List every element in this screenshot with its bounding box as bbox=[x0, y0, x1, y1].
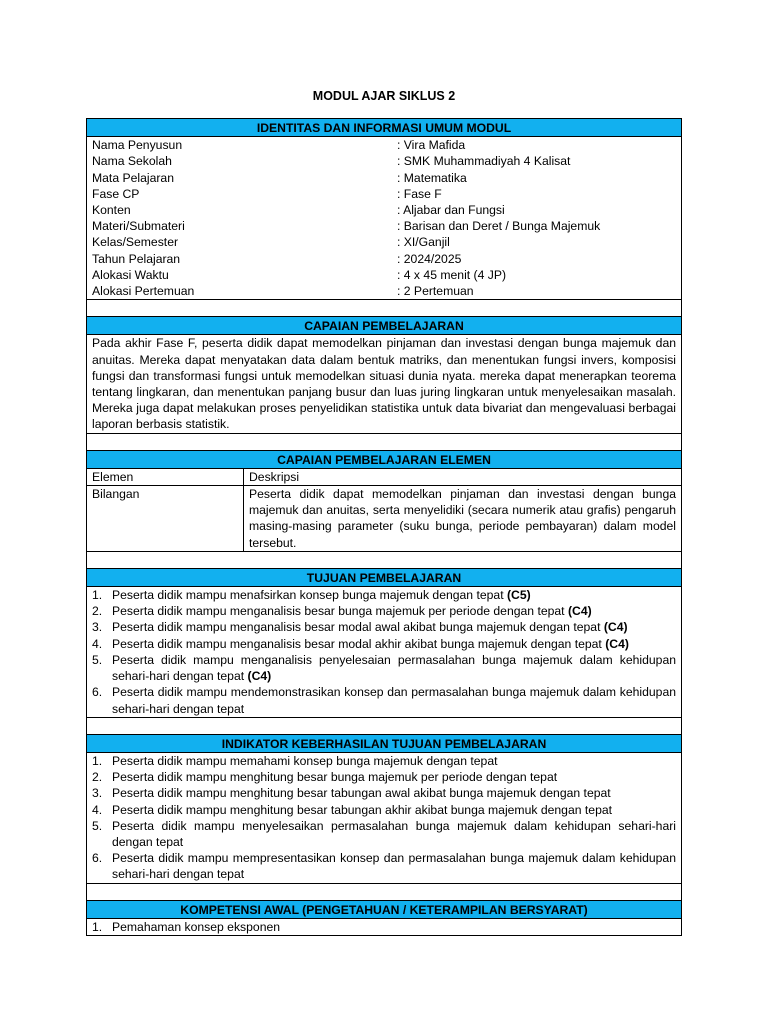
identitas-value: : Fase F bbox=[397, 186, 442, 201]
elemen-data-row bbox=[87, 486, 682, 552]
indikator-body-row bbox=[87, 752, 682, 883]
list-text: Peserta didik mampu menganalisis penyelesaian permasalahan bunga majemuk dalam kehidupan sehari-hari dengan tepat bbox=[112, 652, 676, 684]
identitas-value: : SMK Muhammadiyah 4 Kalisat bbox=[397, 154, 571, 169]
elemen-cell: Bilangan bbox=[87, 486, 244, 552]
list-text: Peserta didik mampu menganalisis besar bunga majemuk per periode dengan tepat bbox=[112, 604, 568, 619]
list-number: 5. bbox=[92, 818, 103, 833]
list-number: 6. bbox=[92, 685, 103, 700]
identitas-value: : Matematika bbox=[397, 170, 467, 185]
identitas-row bbox=[92, 267, 676, 283]
elemen-column-header-row bbox=[87, 468, 682, 485]
list-number: 3. bbox=[92, 786, 103, 801]
document-title: MODUL AJAR SIKLUS 2 bbox=[312, 89, 456, 103]
indikator-item bbox=[92, 802, 676, 818]
list-number: 5. bbox=[92, 652, 103, 667]
list-text-wrap bbox=[112, 919, 676, 935]
tujuan-item bbox=[92, 603, 676, 619]
capaian-text: Pada akhir Fase F, peserta didik dapat memodelkan pinjaman dan investasi dengan bunga majemuk dan anuitas. Mereka dapat menyatakan data dalam bentuk matriks, dan menentukan fungsi invers, komposisi fungsi dan transformasi fungsi untuk memodelkan situasi dunia nyata. mereka dapat menerapkan teorema tentang lingkaran, dan menentukan panjang busur dan luas juring lingkaran untuk menyelesaikan masalah. Mereka juga dapat melakukan proses penyelidikan statistika untuk data bivariat dan mengevaluasi berbagai laporan berbasis statistik. bbox=[87, 335, 682, 433]
indikator-item bbox=[92, 769, 676, 785]
tujuan-body-row bbox=[87, 587, 682, 718]
list-text: Peserta didik mampu menghitung besar bunga majemuk per periode dengan tepat bbox=[112, 770, 558, 785]
elemen-col-header: Elemen bbox=[87, 468, 244, 485]
identitas-value: : 2 Pertemuan bbox=[397, 284, 474, 299]
list-text-wrap bbox=[112, 785, 676, 801]
identitas-row bbox=[92, 137, 676, 153]
capaian-body-row bbox=[87, 335, 682, 433]
list-number: 3. bbox=[92, 620, 103, 635]
list-text-wrap bbox=[112, 684, 676, 716]
indikator-item bbox=[92, 850, 676, 882]
list-text-wrap bbox=[112, 587, 676, 603]
identitas-key: Mata Pelajaran bbox=[92, 170, 174, 185]
capaian-header: CAPAIAN PEMBELAJARAN bbox=[87, 317, 682, 335]
list-number: 1. bbox=[92, 919, 103, 934]
indikator-list bbox=[92, 753, 676, 883]
elemen-header-row bbox=[87, 450, 682, 468]
list-text-wrap bbox=[112, 619, 676, 635]
list-text: Peserta didik mampu mempresentasikan konsep dan permasalahan bunga majemuk dalam kehidupan sehari-hari dengan tepat bbox=[112, 851, 676, 882]
identitas-key: Alokasi Waktu bbox=[92, 267, 169, 282]
list-text: Peserta didik mampu memahami konsep bunga majemuk dengan tepat bbox=[112, 753, 498, 768]
tujuan-header: TUJUAN PEMBELAJARAN bbox=[87, 568, 682, 586]
kompetensi-item bbox=[92, 919, 676, 935]
module-document bbox=[86, 118, 682, 936]
module-table bbox=[86, 118, 682, 936]
identitas-body-row bbox=[87, 137, 682, 300]
list-text-wrap bbox=[112, 636, 676, 652]
spacer-row bbox=[87, 300, 682, 317]
capaian-header-row bbox=[87, 317, 682, 335]
identitas-row bbox=[92, 202, 676, 218]
identitas-header: IDENTITAS DAN INFORMASI UMUM MODUL bbox=[87, 119, 682, 137]
deskripsi-cell: Peserta didik dapat memodelkan pinjaman dan investasi dengan bunga majemuk dan anuitas, serta menyelidiki (secara numerik atau grafis) pengaruh masing-masing parameter (suku bunga, periode pembayaran) dalam model tersebut. bbox=[244, 486, 682, 552]
list-number: 4. bbox=[92, 802, 103, 817]
deskripsi-col-header: Deskripsi bbox=[244, 468, 682, 485]
identitas-key: Nama Sekolah bbox=[92, 154, 172, 169]
cognitive-level-tag: (C5) bbox=[506, 588, 531, 603]
list-text-wrap bbox=[112, 850, 676, 882]
tujuan-list-cell bbox=[87, 587, 682, 718]
identitas-row bbox=[92, 170, 676, 186]
list-number: 4. bbox=[92, 636, 103, 651]
indikator-header: INDIKATOR KEBERHASILAN TUJUAN PEMBELAJARAN bbox=[87, 734, 682, 752]
spacer-row bbox=[87, 717, 682, 734]
list-text: Peserta didik mampu menganalisis besar modal awal akibat bunga majemuk dengan tepat bbox=[112, 620, 604, 635]
kompetensi-list bbox=[92, 919, 676, 935]
identitas-row bbox=[92, 283, 676, 299]
tujuan-list bbox=[92, 587, 676, 717]
identitas-value: : 2024/2025 bbox=[397, 251, 462, 266]
list-number: 1. bbox=[92, 753, 103, 768]
tujuan-header-row bbox=[87, 568, 682, 586]
tujuan-item bbox=[92, 587, 676, 603]
list-text-wrap bbox=[112, 603, 676, 619]
kompetensi-body-row bbox=[87, 918, 682, 935]
identitas-list bbox=[87, 137, 682, 300]
spacer-row bbox=[87, 433, 682, 450]
indikator-item bbox=[92, 785, 676, 801]
list-number: 2. bbox=[92, 770, 103, 785]
identitas-row bbox=[92, 251, 676, 267]
list-number: 6. bbox=[92, 851, 103, 866]
tujuan-item bbox=[92, 636, 676, 652]
cognitive-level-tag: (C4) bbox=[605, 636, 629, 651]
identitas-key: Alokasi Pertemuan bbox=[92, 284, 195, 299]
identitas-row bbox=[92, 218, 676, 234]
cognitive-level-tag: (C4) bbox=[247, 669, 272, 684]
kompetensi-header-row bbox=[87, 900, 682, 918]
list-text-wrap bbox=[112, 652, 676, 684]
identitas-row bbox=[92, 153, 676, 169]
list-text-wrap bbox=[112, 802, 676, 818]
identitas-key: Konten bbox=[92, 203, 131, 218]
identitas-row bbox=[92, 234, 676, 250]
tujuan-item bbox=[92, 652, 676, 684]
kompetensi-list-cell bbox=[87, 918, 682, 935]
indikator-item bbox=[92, 818, 676, 850]
indikator-item bbox=[92, 753, 676, 769]
identitas-key: Kelas/Semester bbox=[92, 235, 179, 250]
identitas-key: Nama Penyusun bbox=[92, 138, 183, 153]
identitas-key: Tahun Pelajaran bbox=[92, 251, 181, 266]
identitas-row bbox=[92, 186, 676, 202]
list-text: Peserta didik mampu menghitung besar tabungan akhir akibat bunga majemuk dengan tepat bbox=[112, 802, 613, 817]
identitas-value: : 4 x 45 menit (4 JP) bbox=[397, 267, 507, 282]
tujuan-item bbox=[92, 684, 676, 716]
indikator-header-row bbox=[87, 734, 682, 752]
identitas-key: Materi/Submateri bbox=[92, 219, 185, 234]
list-text-wrap bbox=[112, 769, 676, 785]
indikator-list-cell bbox=[87, 752, 682, 883]
kompetensi-header: KOMPETENSI AWAL (PENGETAHUAN / KETERAMPILAN BERSYARAT) bbox=[87, 900, 682, 918]
identitas-value: : Barisan dan Deret / Bunga Majemuk bbox=[397, 219, 601, 234]
elemen-header: CAPAIAN PEMBELAJARAN ELEMEN bbox=[87, 450, 682, 468]
spacer-row bbox=[87, 551, 682, 568]
spacer-row bbox=[87, 883, 682, 900]
identitas-value: : Aljabar dan Fungsi bbox=[397, 203, 505, 218]
identitas-key: Fase CP bbox=[92, 186, 140, 201]
list-text-wrap bbox=[112, 818, 676, 850]
list-text: Peserta didik mampu menghitung besar tabungan awal akibat bunga majemuk dengan tepat bbox=[112, 786, 611, 801]
identitas-value: : Vira Mafida bbox=[397, 138, 466, 153]
identitas-header-row bbox=[87, 119, 682, 137]
cognitive-level-tag: (C4) bbox=[567, 604, 592, 619]
list-text: Peserta didik mampu menyelesaikan permasalahan bunga majemuk dalam kehidupan sehari-hari dengan tepat bbox=[112, 818, 676, 849]
list-text-wrap bbox=[112, 753, 676, 769]
list-number: 1. bbox=[92, 588, 103, 603]
identitas-value: : XI/Ganjil bbox=[397, 235, 450, 250]
list-text: Peserta didik mampu menganalisis besar modal akhir akibat bunga majemuk dengan tepat bbox=[112, 636, 606, 651]
list-text: Peserta didik mampu menafsirkan konsep bunga majemuk dengan tepat bbox=[112, 588, 507, 603]
tujuan-item bbox=[92, 619, 676, 635]
list-text: Peserta didik mampu mendemonstrasikan konsep dan permasalahan bunga majemuk dalam kehidupan sehari-hari dengan tepat bbox=[112, 685, 676, 716]
list-text: Pemahaman konsep eksponen bbox=[112, 919, 281, 934]
cognitive-level-tag: (C4) bbox=[603, 620, 628, 635]
list-number: 2. bbox=[92, 604, 103, 619]
